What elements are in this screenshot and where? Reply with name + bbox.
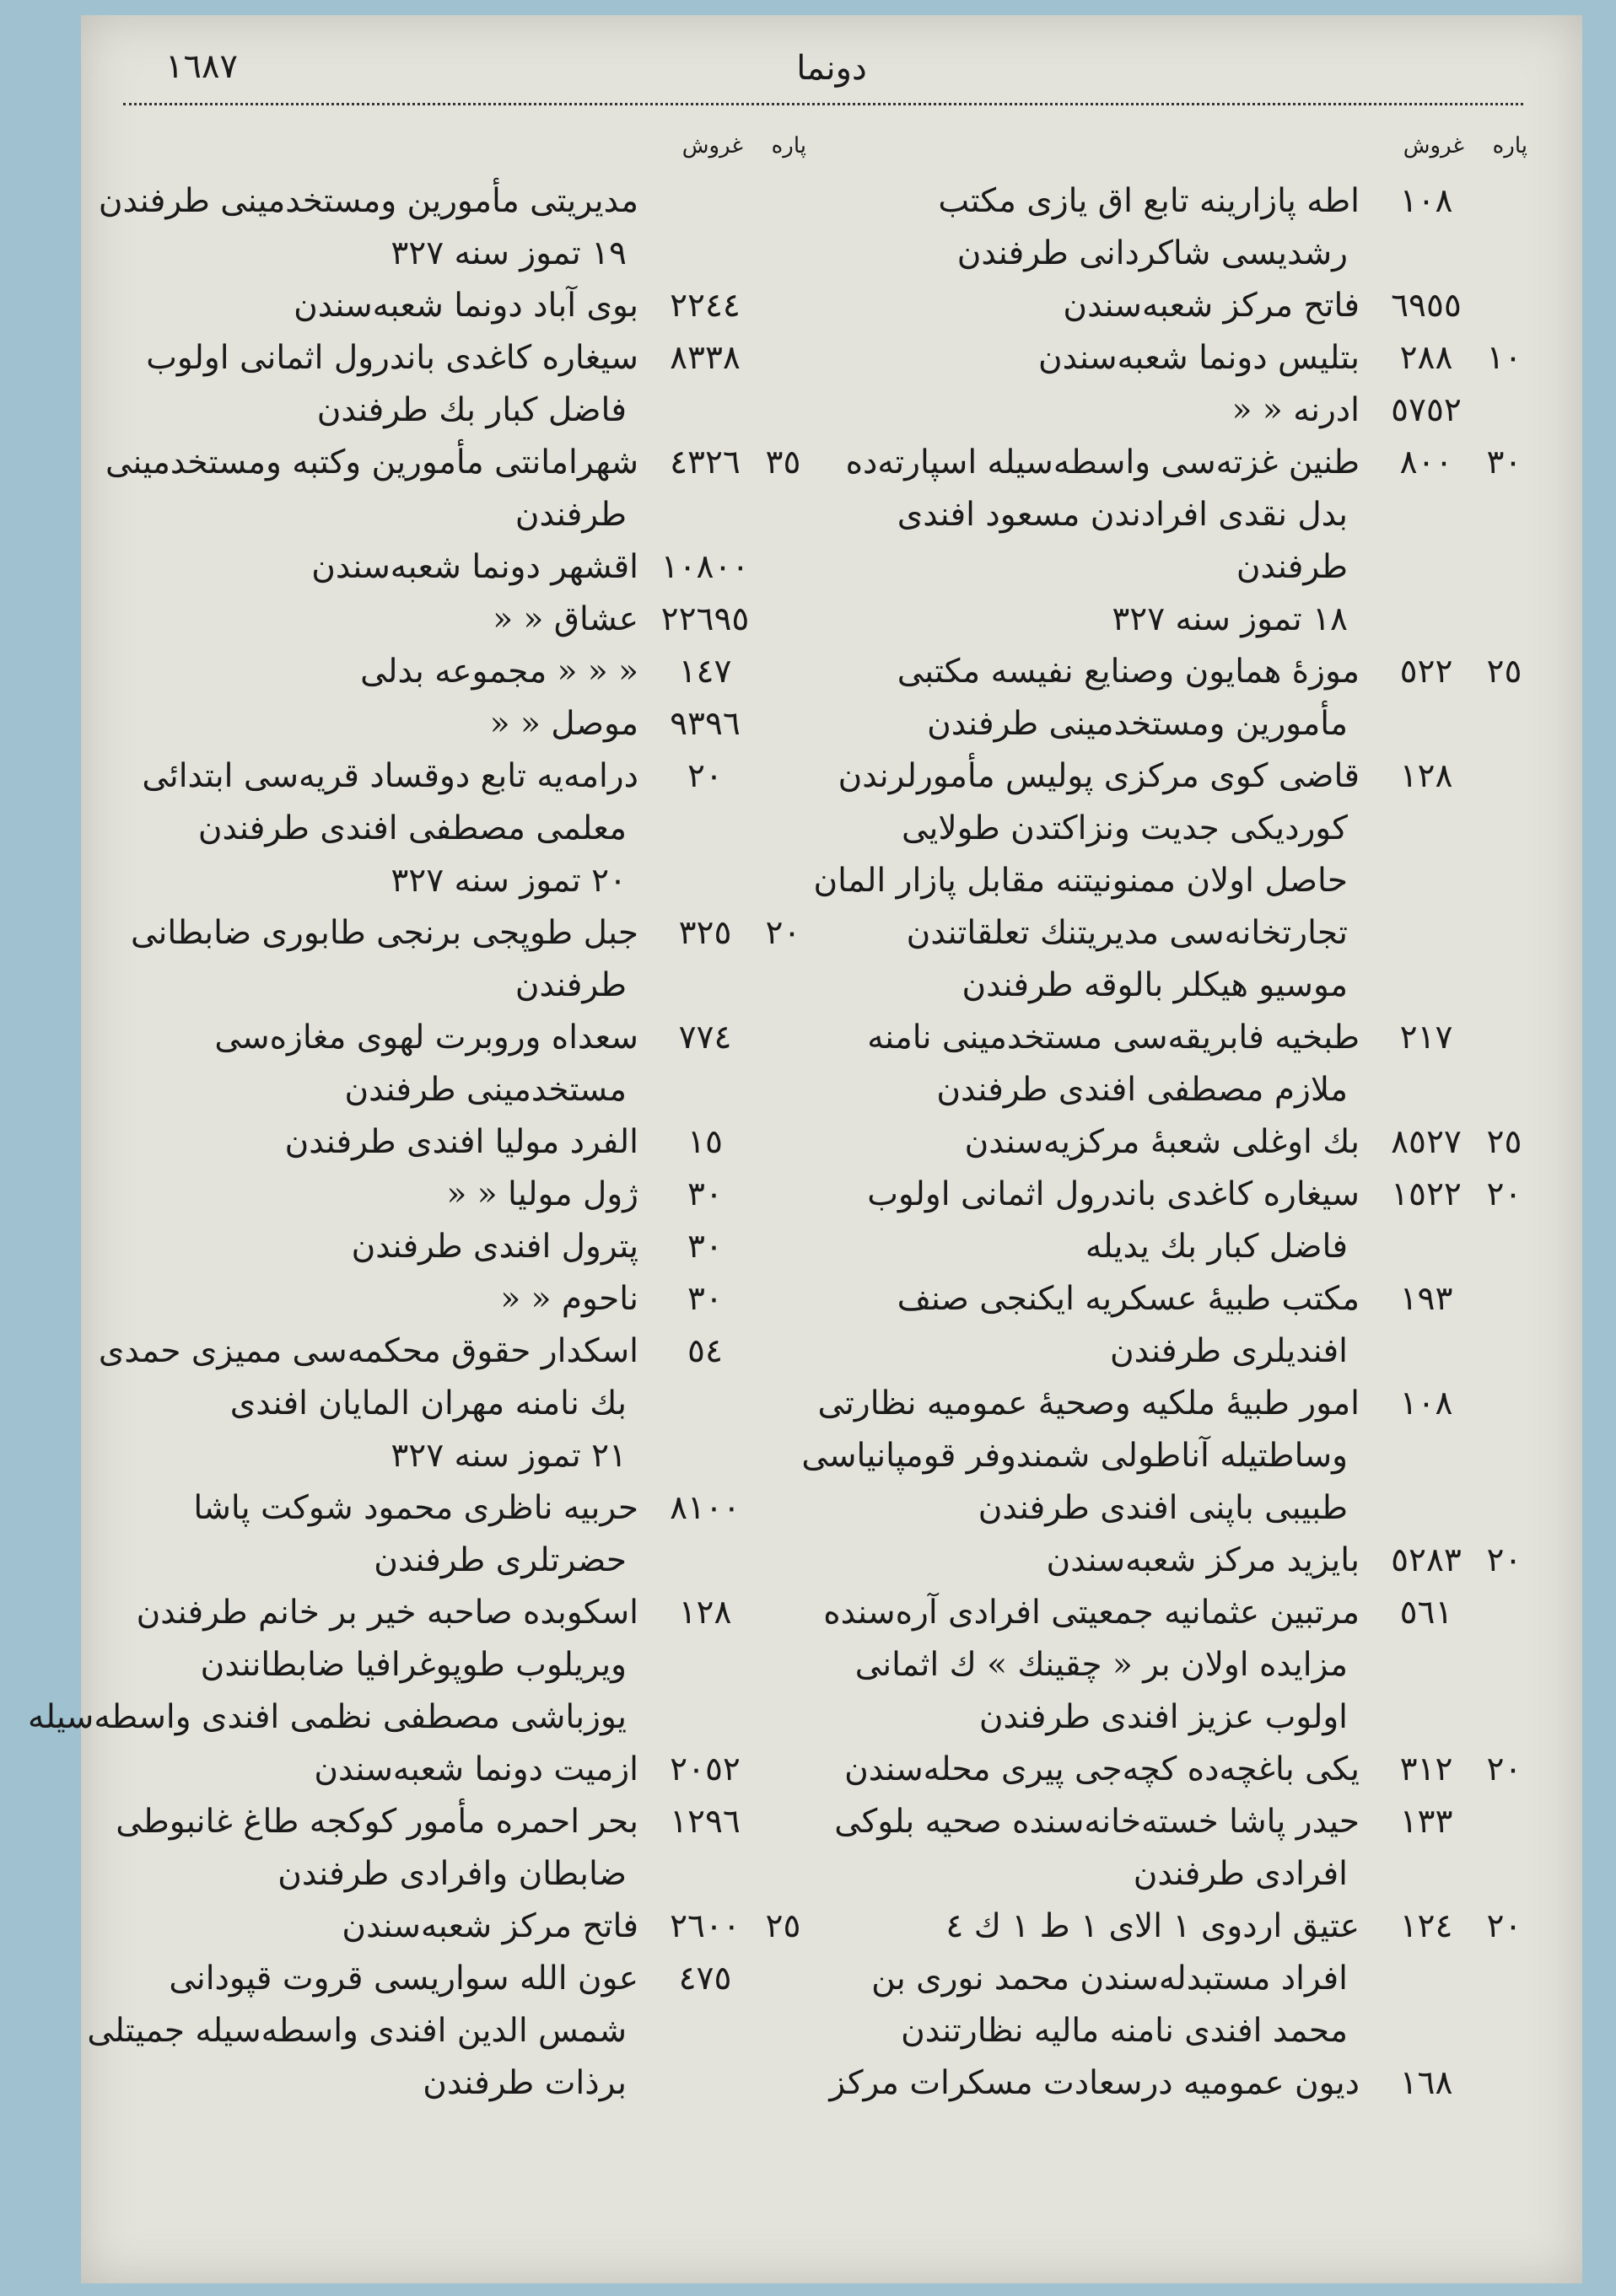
entry-continuation: [106, 1535, 806, 1587]
ledger-entry: [98, 1325, 806, 1482]
ledger-entry: [827, 332, 1527, 384]
entry-description: موزهٔ همایون وصنایع نفیسه مکتبی: [897, 653, 1360, 691]
ledger-entry: [106, 698, 806, 750]
entry-continuation: [106, 2057, 806, 2110]
ledger-entry: [827, 384, 1527, 437]
entry-line: [827, 437, 1527, 489]
entry-description: امور طبیهٔ ملکیه وصحیهٔ عمومیه نظارتی: [817, 1385, 1360, 1422]
ledger-entry: [98, 175, 806, 280]
entry-description: بایزید مرکز شعبه‌سندن: [1046, 1541, 1360, 1579]
amount-para: ٢٠: [1486, 1907, 1522, 1945]
header-para: پاره: [1492, 133, 1527, 159]
entry-line: [106, 332, 806, 384]
entry-line: [106, 1273, 806, 1325]
amount-para: ٣٠: [1486, 444, 1522, 481]
amount-para: [760, 1482, 806, 1535]
entry-description: درامه‌یه تابع دوقساد قریه‌سی ابتدائی: [142, 757, 638, 795]
amount-ghurush: ١٠٨: [1399, 182, 1453, 220]
entry-continuation: [106, 1430, 806, 1482]
entry-description: ازمیت دونما شعبه‌سندن: [314, 1750, 638, 1788]
entry-line: [827, 1273, 1527, 1325]
amount-para: [1481, 1796, 1527, 1848]
entry-description: سیغاره کاغدی باندرول اثمانی اولوب: [867, 1175, 1360, 1213]
ledger-entry: [813, 750, 1527, 1012]
column-header: [106, 133, 806, 175]
ledger-entry: [106, 1273, 806, 1325]
entry-description: بتلیس دونما شعبه‌سندن: [1037, 339, 1360, 377]
amount-para: ٢٠: [1486, 1541, 1522, 1579]
left-column: [28, 133, 806, 2110]
entry-line: [106, 1901, 806, 1953]
running-header-title: دونما: [796, 49, 867, 88]
entry-description: مستخدمینی طرفندن: [344, 1071, 627, 1109]
amount-ghurush: ٢٦٠٠: [670, 1907, 741, 1945]
entry-description: موسیو هیکلر بالوقه طرفندن: [962, 966, 1348, 1004]
ledger-entry: [827, 1535, 1527, 1587]
entry-line: [817, 1378, 1527, 1430]
amount-para: ٢٠: [765, 914, 801, 952]
header-ghurush: غروش: [1403, 133, 1464, 159]
amount-ghurush: ١٢٤: [1399, 1907, 1453, 1945]
entry-description: افندیلری طرفندن: [1109, 1332, 1348, 1370]
entry-description: مدیریتی مأمورین ومستخدمینی طرفندن: [98, 182, 638, 220]
entry-description: طبخیه فابریقه‌سی مستخدمینی نامنه: [867, 1019, 1360, 1057]
entry-description: ٢١ تموز سنه ٣٢٧: [391, 1437, 627, 1475]
ledger-entry: [827, 1012, 1527, 1116]
entry-line: [106, 541, 806, 594]
entry-description: طرفندن: [514, 966, 627, 1004]
amount-ghurush: ٢١٧: [1399, 1019, 1453, 1057]
entry-description: شهرامانتی مأمورین وکتبه ومستخدمینی: [105, 444, 638, 481]
entry-description: یوزباشی مصطفی نظمی افندی واسطه‌سیله: [28, 1698, 627, 1736]
entry-description: اسکدار حقوق محکمه‌سی ممیزی حمدی: [98, 1332, 638, 1370]
entry-continuation: [827, 1482, 1527, 1535]
entry-continuation: [827, 1848, 1527, 1901]
entry-description: کوردیکی جدیت ونزاکتدن طولایی: [901, 809, 1348, 847]
entry-continuation: [827, 1691, 1527, 1744]
entry-description: ملازم مصطفی افندی طرفندن: [936, 1071, 1348, 1109]
entry-line: [827, 1744, 1527, 1796]
ledger-entry: [106, 1744, 806, 1796]
amount-ghurush: ١٥: [687, 1123, 723, 1161]
amount-para: [760, 1169, 806, 1221]
amount-ghurush: ١٠٨: [1399, 1385, 1453, 1422]
entry-description: طرفندن: [514, 496, 627, 534]
amount-ghurush: ٤٧٥: [678, 1960, 732, 1998]
entry-continuation: [827, 803, 1527, 855]
amount-ghurush: ٥٦١: [1399, 1594, 1453, 1632]
amount-ghurush: ٥٢٢: [1399, 653, 1453, 691]
amount-para: [760, 1587, 806, 1639]
entry-description: عون الله سواریسی قروت قپودانی: [169, 1960, 638, 1998]
amount-ghurush: ٦٩٥٥: [1391, 287, 1462, 325]
entry-description: الفرد مولیا افندی طرفندن: [284, 1123, 638, 1161]
amount-ghurush: ٣٠: [687, 1228, 723, 1266]
ledger-entry: [827, 646, 1527, 750]
entry-description: دیون عمومیه درسعادت مسکرات مرکز: [829, 2064, 1360, 2102]
entry-continuation: [106, 1639, 806, 1691]
amount-para: [1481, 175, 1527, 228]
entry-description: جبل طوپجی برنجی طابوری ضابطانی: [130, 914, 638, 952]
ledger-entry: [827, 437, 1527, 646]
entry-description: مأمورین ومستخدمینی طرفندن: [927, 705, 1348, 743]
amount-para: [1481, 1587, 1527, 1639]
entry-description: فاتح مرکز شعبه‌سندن: [1063, 287, 1360, 325]
entry-description: قاضی کوی مرکزی پولیس مأمورلرندن: [838, 757, 1360, 795]
entry-description: « « « مجموعه بدلی: [360, 653, 638, 691]
amount-ghurush: ٢٠٥٢: [670, 1750, 741, 1788]
ledger-entry: [106, 750, 806, 907]
amount-para: [760, 541, 806, 594]
entry-line: [827, 280, 1527, 332]
ledger-entry: [106, 541, 806, 594]
entry-description: طبیبی باپنی افندی طرفندن: [978, 1489, 1348, 1527]
ledger-entry: [106, 1482, 806, 1587]
ledger-entry: [106, 280, 806, 332]
entry-continuation: [87, 2005, 806, 2057]
amount-para: [760, 750, 806, 803]
entry-line: [827, 1796, 1527, 1848]
ledger-entry: [801, 1378, 1527, 1535]
entry-line: [106, 1116, 806, 1169]
entry-description: حربیه ناظری محمود شوکت پاشا: [193, 1489, 638, 1527]
entry-line: [106, 594, 806, 646]
entry-description: بك نامنه مهران المایان افندی: [229, 1385, 627, 1422]
entry-description: پترول افندی طرفندن: [351, 1228, 638, 1266]
entry-description: فاضل کبار بك یدیله: [1085, 1228, 1348, 1266]
entry-description: افرادی طرفندن: [1133, 1855, 1348, 1893]
entry-line: [827, 384, 1527, 437]
entry-line: [106, 1482, 806, 1535]
entry-description: برذات طرفندن: [423, 2064, 627, 2102]
amount-para: [760, 280, 806, 332]
entry-description: طرفندن: [1236, 548, 1348, 586]
entry-line: [827, 1535, 1527, 1587]
entry-description: اطه پازارینه تابع اق یازی مکتب: [938, 182, 1360, 220]
entry-line: [98, 1325, 806, 1378]
entry-continuation: [827, 1953, 1527, 2005]
entry-continuation: [106, 960, 806, 1012]
amount-ghurush: ٢٢٦٩٥: [660, 600, 750, 638]
entry-line: [827, 1116, 1527, 1169]
amount-ghurush: [650, 175, 760, 228]
entry-line: [106, 1744, 806, 1796]
ledger-entry: [106, 907, 806, 1012]
entry-line: [827, 175, 1527, 228]
entry-list: [801, 175, 1527, 2110]
header-rule: [123, 103, 1523, 105]
entry-continuation: [827, 907, 1527, 960]
entry-description: بوی آباد دونما شعبه‌سندن: [294, 287, 638, 325]
ledger-entry: [827, 1744, 1527, 1796]
amount-ghurush: ٢٨٨: [1399, 339, 1453, 377]
amount-para: [760, 1012, 806, 1064]
entry-description: مزایده اولان بر « چقینك » ك اثمانی: [854, 1646, 1348, 1684]
ledger-entry: [87, 1953, 806, 2110]
entry-continuation: [106, 1378, 806, 1430]
ledger-entry: [28, 1587, 806, 1744]
amount-ghurush: ٥٤: [687, 1332, 723, 1370]
amount-ghurush: ١٢٩٦: [670, 1803, 741, 1841]
entry-description: عشاق « «: [493, 600, 638, 638]
ledger-entry: [827, 1901, 1527, 2057]
entry-continuation: [28, 1691, 806, 1744]
entry-line: [827, 750, 1527, 803]
amount-ghurush: ١٦٨: [1399, 2064, 1453, 2102]
entry-description: فاتح مرکز شعبه‌سندن: [342, 1907, 638, 1945]
amount-ghurush: ٢٢٤٤: [670, 287, 741, 325]
entry-description: ١٩ تموز سنه ٣٢٧: [391, 234, 627, 272]
amount-ghurush: ٩٣٩٦: [670, 705, 741, 743]
entry-continuation: [106, 855, 806, 907]
entry-description: رشدیسی شاکردانی طرفندن: [956, 234, 1348, 272]
entry-line: [827, 646, 1527, 698]
document-page: [28, 15, 1582, 2283]
entry-line: [827, 1901, 1527, 1953]
entry-description: ویریلوب طوپوغرافیا ضابطانندن: [200, 1646, 627, 1684]
amount-para: [760, 1273, 806, 1325]
ledger-entry: [106, 646, 806, 698]
entry-continuation: [106, 1064, 806, 1116]
amount-ghurush: ٨٣٣٨: [670, 339, 741, 377]
entry-description: حضرتلری طرفندن: [374, 1541, 627, 1579]
entry-description: سعداه وروبرت لهوی مغازه‌سی: [214, 1019, 638, 1057]
entry-description: سیغاره کاغدی باندرول اثمانی اولوب: [146, 339, 638, 377]
amount-ghurush: ١٢٨: [678, 1594, 732, 1632]
entry-description: معلمی مصطفی افندی طرفندن: [197, 809, 627, 847]
amount-para: ٢٠: [1486, 1750, 1522, 1788]
amount-ghurush: ٤٣٢٦: [670, 444, 741, 481]
entry-line: [106, 907, 806, 960]
entry-line: [106, 1169, 806, 1221]
right-column: [801, 133, 1527, 2110]
amount-ghurush: ٥٢٨٣: [1391, 1541, 1462, 1579]
ledger-entry: [106, 594, 806, 646]
amount-para: [1481, 2057, 1527, 2110]
entry-line: [106, 698, 806, 750]
entry-line: [106, 1012, 806, 1064]
amount-para: [1481, 1012, 1527, 1064]
entry-line: [106, 280, 806, 332]
amount-ghurush: ٨٥٢٧: [1391, 1123, 1462, 1161]
entry-continuation: [106, 228, 806, 280]
entry-description: موصل « «: [489, 705, 638, 743]
entry-line: [827, 332, 1527, 384]
amount-para: ٣٥: [765, 444, 801, 481]
entry-line: [106, 1796, 806, 1848]
ledger-entry: [827, 1169, 1527, 1273]
amount-ghurush: ٥٧٥٢: [1391, 391, 1462, 429]
entry-continuation: [827, 698, 1527, 750]
entry-description: ادرنه « «: [1231, 391, 1360, 429]
amount-ghurush: ٣٢٥: [678, 914, 732, 952]
entry-description: بك اوغلی شعبهٔ مرکزیه‌سندن: [964, 1123, 1360, 1161]
ledger-entry: [827, 2057, 1527, 2110]
ledger-entry: [106, 1221, 806, 1273]
entry-description: ١٨ تموز سنه ٣٢٧: [1112, 600, 1348, 638]
entry-line: [827, 2057, 1527, 2110]
ledger-entry: [106, 1116, 806, 1169]
entry-description: عتیق اردوی ١ الای ١ ط ١ ك ٤: [945, 1907, 1360, 1945]
entry-description: فاضل کبار بك طرفندن: [316, 391, 627, 429]
entry-line: [106, 646, 806, 698]
entry-description: اسکوبده صاحبه خیر بر خانم طرفندن: [136, 1594, 638, 1632]
entry-description: ژول مولیا « «: [446, 1175, 638, 1213]
amount-para: ٢٥: [1486, 1123, 1522, 1161]
amount-para: [1481, 1273, 1527, 1325]
entry-line: [106, 750, 806, 803]
entry-description: شمس الدین افندی واسطه‌سیله جمیتلی: [87, 2012, 627, 2050]
ledger-entry: [827, 1116, 1527, 1169]
entry-continuation: [827, 1064, 1527, 1116]
entry-line: [823, 1587, 1527, 1639]
entry-description: ٢٠ تموز سنه ٣٢٧: [391, 862, 627, 900]
amount-para: [1481, 384, 1527, 437]
entry-description: تجارتخانه‌سی مدیریتنك تعلقاتندن: [906, 914, 1348, 952]
entry-line: [827, 1012, 1527, 1064]
amount-ghurush: ٨٠٠: [1399, 444, 1453, 481]
ledger-entry: [827, 1273, 1527, 1378]
entry-description: اولوب عزیز افندی طرفندن: [978, 1698, 1348, 1736]
amount-para: ٢٠: [1486, 1175, 1522, 1213]
ledger-entry: [106, 1169, 806, 1221]
entry-continuation: [827, 594, 1527, 646]
amount-para: [760, 1953, 806, 2005]
entry-description: بدل نقدی افرادندن مسعود افندی: [897, 496, 1348, 534]
entry-continuation: [827, 489, 1527, 541]
amount-para: [760, 175, 806, 228]
entry-description: طنین غزته‌سی واسطه‌سیله اسپارته‌ده: [845, 444, 1360, 481]
entry-description: مکتب طبیهٔ عسکریه ایکنجی صنف: [897, 1280, 1360, 1318]
amount-para: [760, 646, 806, 698]
entry-description: یکی باغچه‌ده کچه‌جی پیری محله‌سندن: [844, 1750, 1360, 1788]
amount-para: ٢٥: [1486, 653, 1522, 691]
entry-description: ناحوم « «: [500, 1280, 638, 1318]
entry-line: [106, 1953, 806, 2005]
amount-para: [1481, 750, 1527, 803]
ledger-entry: [106, 332, 806, 437]
entry-description: وساطتیله آناطولی شمندوفر قومپانیاسی: [801, 1437, 1348, 1475]
header-ghurush: غروش: [681, 133, 743, 159]
entry-continuation: [827, 1639, 1527, 1691]
entry-continuation: [827, 2005, 1527, 2057]
entry-description: اقشهر دونما شعبه‌سندن: [311, 548, 638, 586]
amount-ghurush: ٢٠: [687, 757, 723, 795]
amount-para: [760, 332, 806, 384]
amount-para: [760, 1221, 806, 1273]
amount-para: ٢٥: [765, 1907, 801, 1945]
column-header: [827, 133, 1527, 175]
amount-ghurush: ٧٧٤: [678, 1019, 732, 1057]
amount-ghurush: ١٩٣: [1399, 1280, 1453, 1318]
amount-ghurush: ٨١٠٠: [670, 1489, 741, 1527]
entry-description: بحر احمره مأمور کوکجه طاغ غانبوطی: [116, 1803, 638, 1841]
amount-ghurush: ٣٠: [687, 1280, 723, 1318]
entry-continuation: [827, 960, 1527, 1012]
ledger-entry: [106, 1012, 806, 1116]
entry-continuation: [106, 489, 806, 541]
entry-description: محمد افندی نامنه مالیه نظارتندن: [901, 2012, 1348, 2050]
entry-line: [827, 1169, 1527, 1221]
entry-continuation: [801, 1430, 1527, 1482]
entry-continuation: [106, 384, 806, 437]
amount-ghurush: ٣١٢: [1399, 1750, 1453, 1788]
entry-continuation: [827, 228, 1527, 280]
amount-ghurush: ١٥٢٢: [1391, 1175, 1462, 1213]
entry-line: [98, 175, 806, 228]
entry-description: حاصل اولان ممنونیتنه مقابل پازار المان: [813, 862, 1348, 900]
page-number: ١٦٨٧: [165, 47, 238, 86]
amount-para: [760, 1744, 806, 1796]
ledger-entry: [823, 1587, 1527, 1744]
amount-para: [760, 594, 806, 646]
entry-line: [106, 1221, 806, 1273]
header-para: پاره: [771, 133, 806, 159]
entry-continuation: [106, 803, 806, 855]
amount-ghurush: ٣٠: [687, 1175, 723, 1213]
amount-ghurush: ١٤٧: [678, 653, 732, 691]
entry-continuation: [106, 1848, 806, 1901]
amount-para: [1481, 280, 1527, 332]
amount-ghurush: ١٢٨: [1399, 757, 1453, 795]
entry-continuation: [827, 1325, 1527, 1378]
entry-continuation: [827, 1221, 1527, 1273]
amount-para: ١٠: [1486, 339, 1522, 377]
entry-description: مرتبین عثمانیه جمعیتی افرادی آره‌سنده: [823, 1594, 1360, 1632]
entry-description: ضابطان وافرادی طرفندن: [277, 1855, 627, 1893]
amount-para: [760, 698, 806, 750]
ledger-entry: [106, 1901, 806, 1953]
amount-para: [760, 1325, 806, 1378]
amount-para: [760, 1116, 806, 1169]
ledger-entry: [827, 280, 1527, 332]
entry-line: [106, 1587, 806, 1639]
amount-ghurush: ١٣٣: [1399, 1803, 1453, 1841]
ledger-entry: [106, 1796, 806, 1901]
amount-para: [1481, 1378, 1527, 1430]
entry-continuation: [813, 855, 1527, 907]
entry-line: [106, 437, 806, 489]
entry-continuation: [827, 541, 1527, 594]
ledger-entry: [827, 175, 1527, 280]
entry-list: [28, 175, 806, 2110]
amount-ghurush: ١٠٨٠٠: [660, 548, 750, 586]
ledger-entry: [827, 1796, 1527, 1901]
entry-description: حیدر پاشا خسته‌خانه‌سنده صحیه بلوکی: [834, 1803, 1360, 1841]
entry-description: افراد مستبدله‌سندن محمد نوری بن: [871, 1960, 1348, 1998]
ledger-entry: [106, 437, 806, 541]
amount-para: [760, 1796, 806, 1848]
